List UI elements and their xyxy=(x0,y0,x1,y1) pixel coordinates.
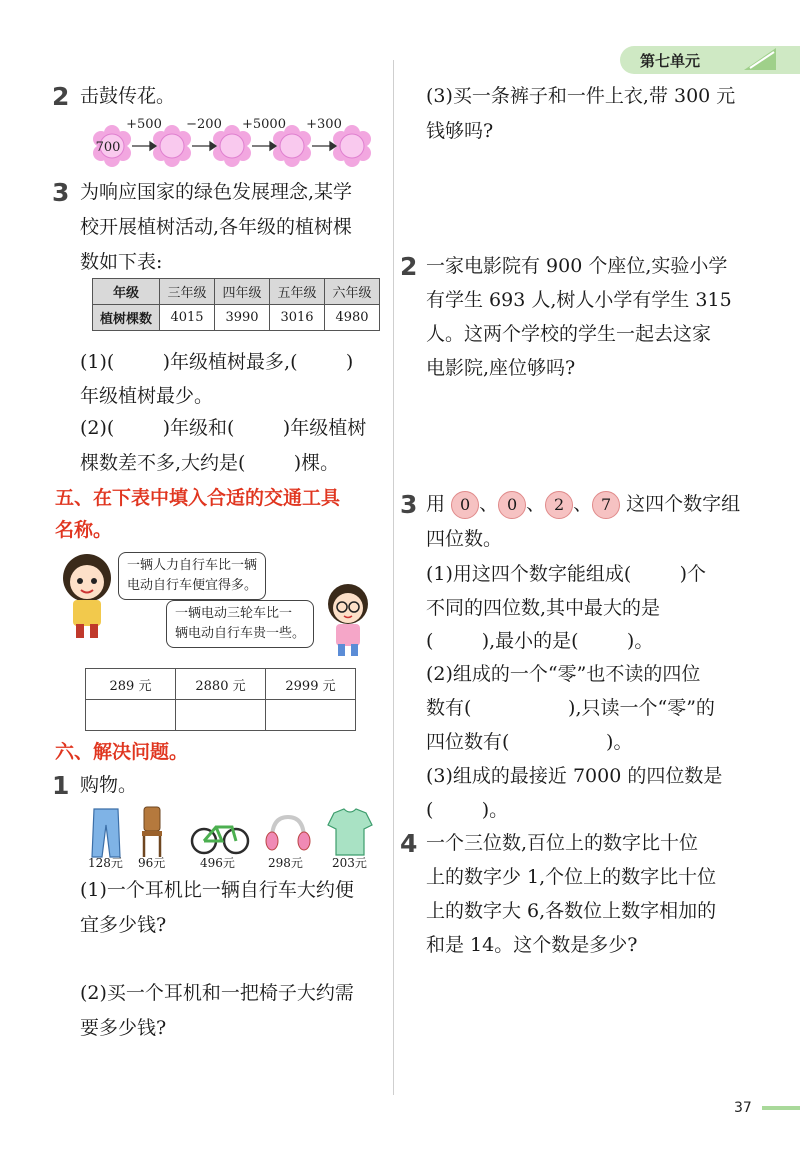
digit-card: 0 xyxy=(498,491,526,519)
question-line: 有学生 693 人,树人小学有学生 315 xyxy=(426,289,732,311)
table-cell: 289 元 xyxy=(86,669,176,700)
unit-title: 第七单元 xyxy=(640,52,701,70)
op-label: +500 xyxy=(126,118,162,132)
column-divider xyxy=(393,60,394,1095)
price-labels xyxy=(82,854,382,872)
bubble-line: 一辆电动三轮车比一 xyxy=(175,606,293,621)
chair-icon xyxy=(142,807,162,857)
table-header-row xyxy=(93,279,380,305)
tree-planting-table xyxy=(92,278,380,331)
question-line: 一个三位数,百位上的数字比十位 xyxy=(426,832,699,854)
section-title: 六、解决问题。 xyxy=(55,741,189,763)
table-cell: 2999 元 xyxy=(266,669,356,700)
op-label: +5000 xyxy=(242,118,286,132)
separator: 、 xyxy=(526,493,546,515)
speech-bubble xyxy=(166,600,314,648)
table-cell: 3016 xyxy=(270,305,325,331)
text-span: 这四个数字组 xyxy=(626,493,741,515)
table-cell: 4015 xyxy=(160,305,215,331)
question-line: 校开展植树活动,各年级的植树棵 xyxy=(80,216,353,238)
bubble-line: 电动自行车便宜得多。 xyxy=(127,578,258,593)
page-bar xyxy=(762,1106,800,1110)
question-line: (3)买一条裤子和一件上衣,带 300 元 xyxy=(426,85,736,107)
flower-chain xyxy=(88,118,388,168)
op-label: −200 xyxy=(186,118,222,132)
price-label: 496元 xyxy=(200,856,235,870)
table-cell: 植树棵数 xyxy=(93,305,160,331)
section-title: 名称。 xyxy=(55,519,113,541)
text-span: 用 xyxy=(426,493,446,515)
table-cell: 2880 元 xyxy=(176,669,266,700)
girl-illustration xyxy=(52,548,122,640)
price-label: 96元 xyxy=(138,856,166,870)
digit-card: 7 xyxy=(592,491,620,519)
question-line: 为响应国家的绿色发展理念,某学 xyxy=(80,181,353,203)
question-line: ( ),最小的是( )。 xyxy=(426,630,654,652)
question-line: (2)组成的一个“零”也不读的四位 xyxy=(426,663,701,685)
question-text: 击鼓传花。 xyxy=(80,85,176,107)
triangle-ruler-icon xyxy=(740,44,780,72)
table-row xyxy=(86,700,356,731)
question-line: 宜多少钱? xyxy=(80,914,167,936)
question-line: 钱够吗? xyxy=(426,120,494,142)
question-line: 数有( ),只读一个“零”的 xyxy=(426,697,715,719)
question-text: 购物。 xyxy=(80,774,138,796)
digits-line xyxy=(426,486,740,522)
separator: 、 xyxy=(573,493,593,515)
question-line: (3)组成的最接近 7000 的四位数是 xyxy=(426,765,723,787)
question-line: 要多少钱? xyxy=(80,1017,167,1039)
table-header-cell: 六年级 xyxy=(325,279,380,305)
question-line: 上的数字大 6,各数位上数字相加的 xyxy=(426,900,717,922)
question-line: 数如下表: xyxy=(80,251,163,273)
question-number: 3 xyxy=(52,178,70,207)
section-title: 五、在下表中填入合适的交通工具 xyxy=(55,487,341,509)
question-line: 电影院,座位够吗? xyxy=(426,357,576,379)
question-line: (1)一个耳机比一辆自行车大约便 xyxy=(80,879,354,901)
table-row xyxy=(93,305,380,331)
shirt-icon xyxy=(328,809,372,855)
headphones-icon xyxy=(266,817,310,850)
transport-price-table xyxy=(85,668,356,731)
question-line: (1)( )年级植树最多,( ) xyxy=(80,351,354,373)
question-line: 四位数。 xyxy=(426,528,503,550)
answer-cell[interactable] xyxy=(266,700,356,731)
answer-cell[interactable] xyxy=(86,700,176,731)
question-number: 3 xyxy=(400,490,418,519)
bubble-line: 辆电动自行车贵一些。 xyxy=(175,626,306,641)
answer-cell[interactable] xyxy=(176,700,266,731)
question-line: 上的数字少 1,个位上的数字比十位 xyxy=(426,866,717,888)
op-label: +300 xyxy=(306,118,342,132)
start-value: 700 xyxy=(95,140,121,155)
question-line: 棵数差不多,大约是( )棵。 xyxy=(80,452,340,474)
price-label: 128元 xyxy=(88,856,123,870)
table-cell: 4980 xyxy=(325,305,380,331)
table-cell: 3990 xyxy=(215,305,270,331)
question-line: 不同的四位数,其中最大的是 xyxy=(426,597,661,619)
pants-icon xyxy=(92,809,120,857)
digit-card: 0 xyxy=(451,491,479,519)
separator: 、 xyxy=(479,493,499,515)
question-line: 四位数有( )。 xyxy=(426,731,633,753)
question-line: 和是 14。这个数是多少? xyxy=(426,934,638,956)
digit-card: 2 xyxy=(545,491,573,519)
price-label: 298元 xyxy=(268,856,303,870)
price-label: 203元 xyxy=(332,856,367,870)
question-line: (1)用这四个数字能组成( )个 xyxy=(426,563,707,585)
question-number: 1 xyxy=(52,771,70,800)
question-number: 2 xyxy=(400,252,418,281)
question-number: 4 xyxy=(400,829,418,858)
question-line: 人。这两个学校的学生一起去这家 xyxy=(426,323,712,345)
table-header-cell: 五年级 xyxy=(270,279,325,305)
bubble-line: 一辆人力自行车比一辆 xyxy=(127,558,258,573)
table-header-cell: 四年级 xyxy=(215,279,270,305)
bicycle-icon xyxy=(192,827,248,853)
page-number: 37 xyxy=(734,1100,752,1116)
question-line: (2)买一个耳机和一把椅子大约需 xyxy=(80,982,354,1004)
question-line: ( )。 xyxy=(426,799,509,821)
question-line: (2)( )年级和( )年级植树 xyxy=(80,417,367,439)
table-header-cell: 年级 xyxy=(93,279,160,305)
speech-bubble xyxy=(118,552,266,600)
table-row xyxy=(86,669,356,700)
question-line: 一家电影院有 900 个座位,实验小学 xyxy=(426,255,728,277)
question-line: 年级植树最少。 xyxy=(80,385,214,407)
question-number: 2 xyxy=(52,82,70,111)
table-header-cell: 三年级 xyxy=(160,279,215,305)
girl-glasses-illustration xyxy=(318,580,378,658)
